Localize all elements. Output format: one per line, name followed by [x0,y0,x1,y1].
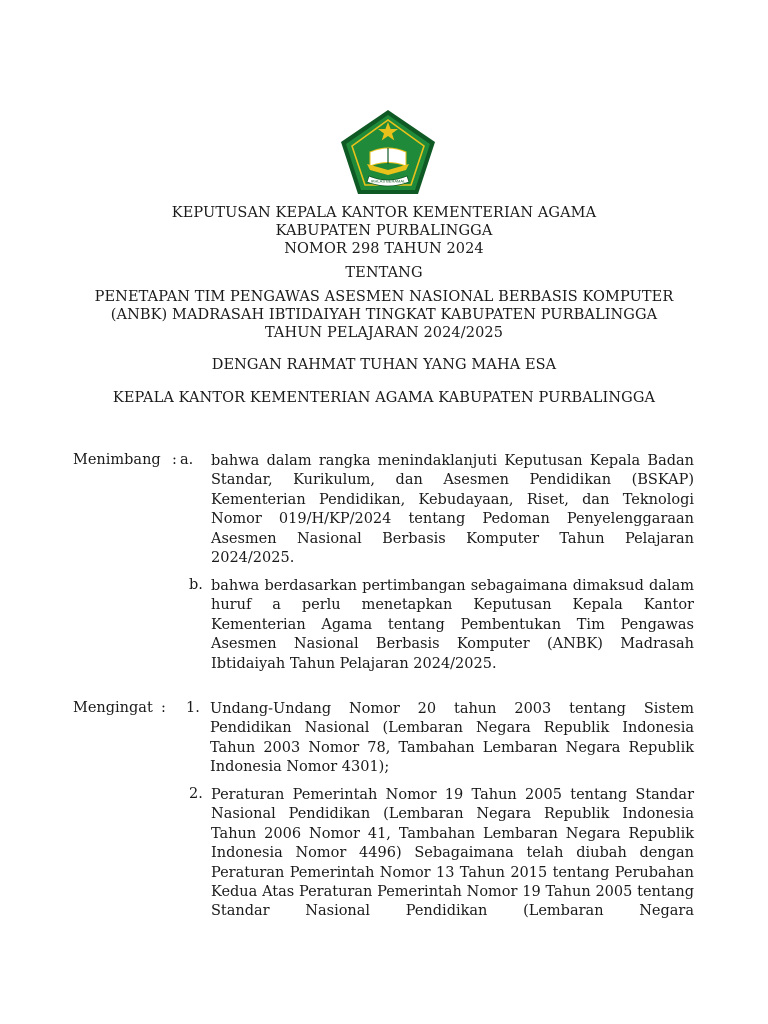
menimbang-item-a-marker: a. [180,452,194,468]
decree-regency: KABUPATEN PURBALINGGA [275,223,493,239]
menimbang-colon: : [172,452,177,468]
decree-number: NOMOR 298 TAHUN 2024 [284,241,484,257]
menimbang-item-a-text: bahwa dalam rangka menindaklanjuti Keputusan Kepala Badan Standar, Kurikulum, dan Asesmen Pendidikan (BSKAP) Kementerian Pendidikan, Kebudayaan, Riset, dan Teknologi Nomor 019/H/KP/2024 tentang Pedoman Penyelenggaraan Asesmen Nasional Berbasis Komputer Tahun Pelajaran 2024/2025. [211,453,694,567]
mengingat-colon: : [161,700,166,716]
menimbang-item-b-text: bahwa berdasarkan pertimbangan sebagaimana dimaksud dalam huruf a perlu menetapkan Keputusan Kepala Kantor Kementerian Agama tentang Pembentukan Tim Pengawas Asesmen Nasional Berbasis Komputer (ANBK) Madrasah Ibtidaiyah Tahun Pelajaran 2024/2025. [211,578,694,672]
decree-about: TENTANG [345,265,423,281]
menimbang-label: Menimbang [73,452,161,468]
mengingat-item-2-marker: 2. [189,786,203,802]
ministry-emblem-logo [339,108,437,196]
decree-subject-line-1: PENETAPAN TIM PENGAWAS ASESMEN NASIONAL BERBASIS KOMPUTER [94,289,674,305]
logo-banner-text: IKHLAS BERAMAL [370,178,406,184]
mengingat-item-2-text: Peraturan Pemerintah Nomor 19 Tahun 2005 tentang Standar Nasional Pendidikan (Lembaran Negara Republik Indonesia Tahun 2006 Nomor 41, Tambahan Lembaran Negara Republik Indonesia Nomor 4496) Sebagaimana telah diubah dengan Peraturan Pemerintah Nomor 13 Tahun 2015 tentang Perubahan Kedua Atas Peraturan Pemerintah Nomor 19 Tahun 2005 tentang Standar Nasional Pendidikan (Lembaran Negara [211,787,694,920]
authority-line: KEPALA KANTOR KEMENTERIAN AGAMA KABUPATEN PURBALINGGA [112,390,656,406]
decree-title: KEPUTUSAN KEPALA KANTOR KEMENTERIAN AGAMA [171,205,597,221]
blessing-line: DENGAN RAHMAT TUHAN YANG MAHA ESA [211,357,557,373]
mengingat-label: Mengingat [73,700,153,716]
mengingat-item-1-marker: 1. [186,700,200,716]
mengingat-item-1-text: Undang-Undang Nomor 20 tahun 2003 tentang Sistem Pendidikan Nasional (Lembaran Negara Republik Indonesia Tahun 2003 Nomor 78, Tambahan Lembaran Negara Republik Indonesia Nomor 4301); [210,701,694,776]
decree-subject-line-2: (ANBK) MADRASAH IBTIDAIYAH TINGKAT KABUPATEN PURBALINGGA [110,307,658,323]
decree-subject-line-3: TAHUN PELAJARAN 2024/2025 [264,325,504,341]
menimbang-item-b-marker: b. [189,577,203,593]
